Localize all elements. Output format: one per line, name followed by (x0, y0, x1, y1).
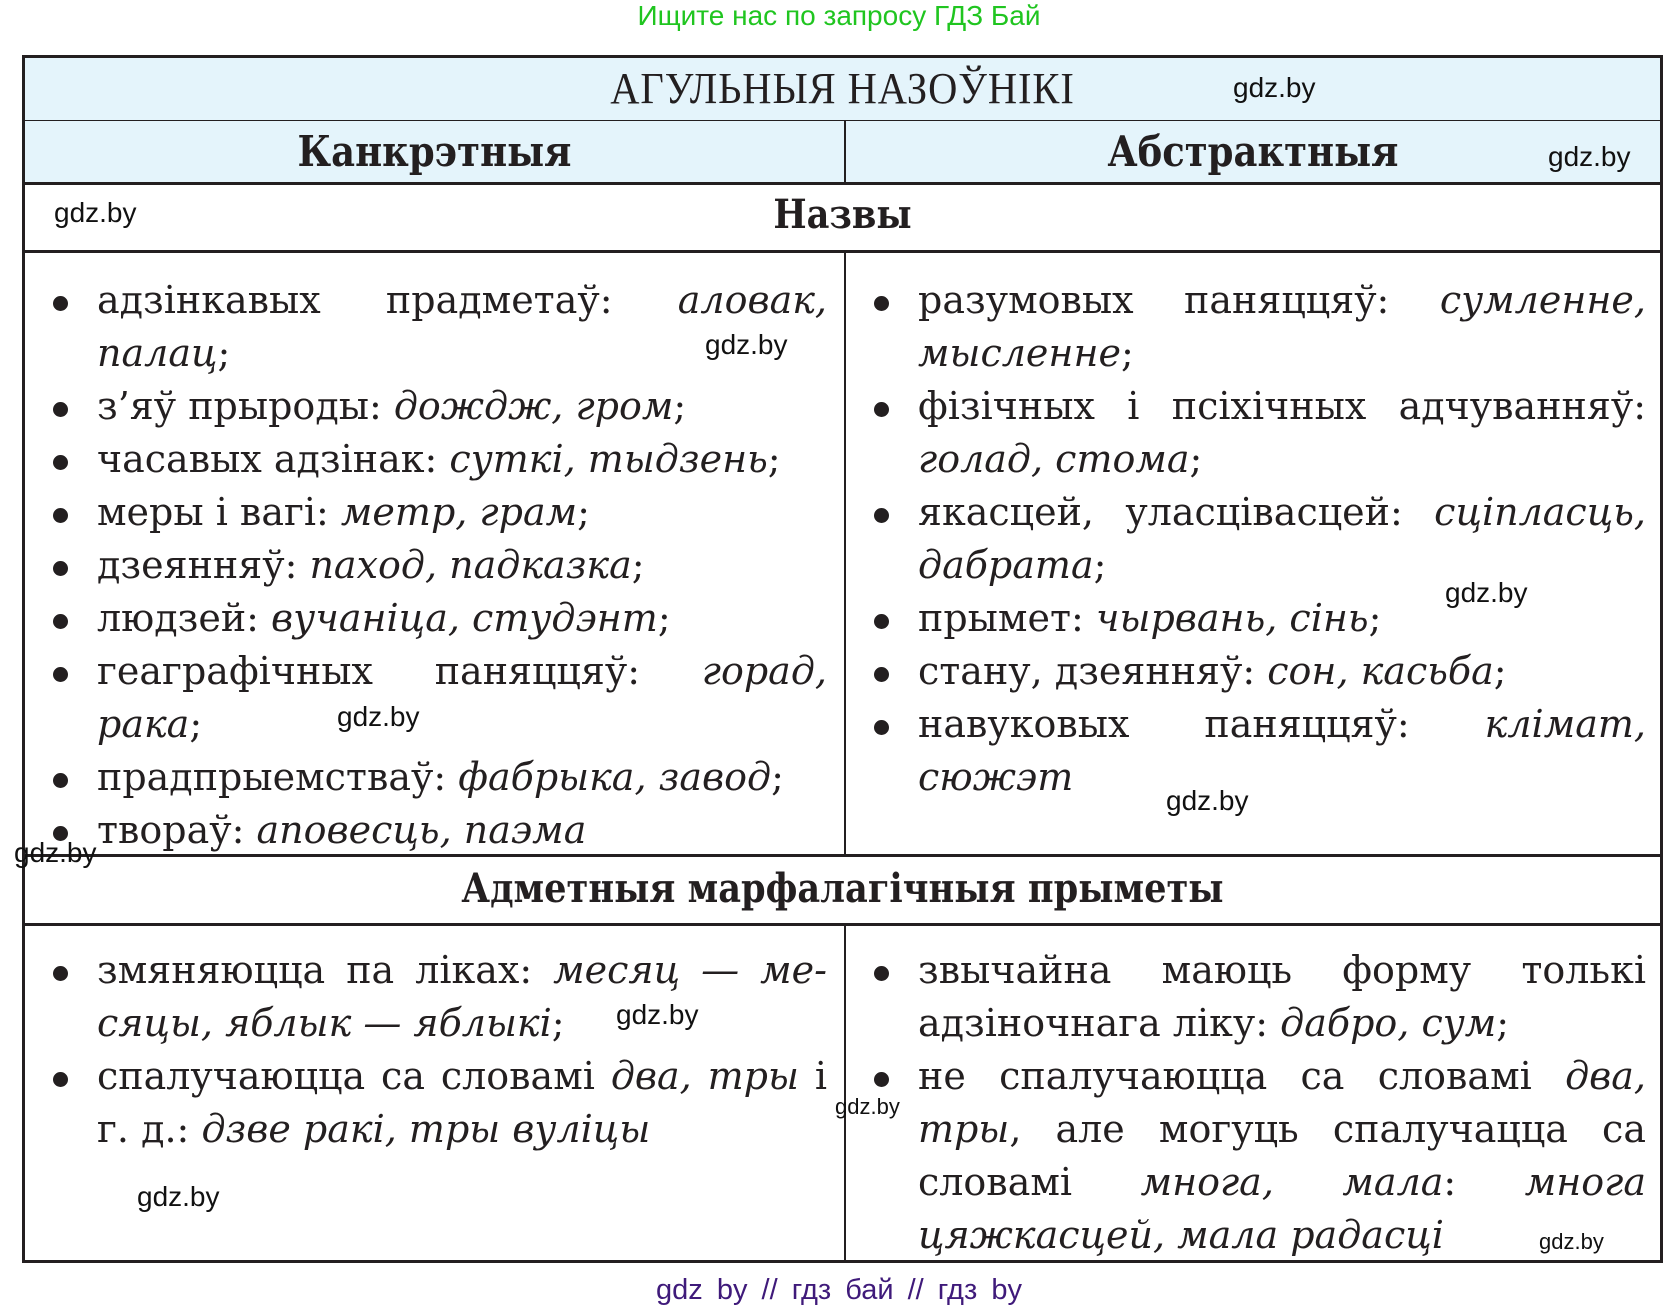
list-item: змяняюцца па ліках: месяц — месяцы, яблык — яблыкі; (25, 944, 827, 1050)
list-item: спалучаюцца са словамі два, тры і г. д.: дзве ракі, тры вуліцы (25, 1050, 827, 1156)
bullet-icon (53, 1072, 68, 1087)
bullet-icon (874, 966, 889, 981)
list-item: меры і вагі: метр, грам; (25, 486, 827, 539)
divider (25, 182, 1660, 185)
watermark: gdz.by (616, 999, 699, 1030)
divider (25, 923, 1660, 926)
bullet-icon (874, 614, 889, 629)
bullet-icon (53, 667, 68, 682)
bullet-icon (53, 455, 68, 470)
list-item: з’яў прыроды: дождж, гром; (25, 380, 827, 433)
bullet-icon (874, 296, 889, 311)
list-item: людзей: вучаніца, студэнт; (25, 592, 827, 645)
bullet-icon (53, 966, 68, 981)
table-title-row (25, 58, 1660, 121)
section-heading-names: Назвы (773, 191, 912, 238)
morphology-concrete-list (25, 944, 827, 1156)
list-item: навуковых паняццяў: клімат, сюжэт (846, 698, 1646, 804)
divider (25, 854, 1660, 857)
watermark: gdz.by (14, 837, 97, 868)
column-header-row (25, 121, 1660, 183)
column-divider (844, 121, 846, 183)
list-item: твораў: аповесць, паэма (25, 804, 827, 857)
list-item: разумовых паняццяў: сумленне, мысленне; (846, 274, 1646, 380)
watermark: gdz.by (1166, 785, 1249, 816)
divider (25, 250, 1660, 253)
watermark: gdz.by (1548, 141, 1631, 172)
watermark: gdz.by (1233, 72, 1316, 103)
list-item: стану, дзеянняў: сон, касьба; (846, 645, 1646, 698)
list-item: не спалучаюцца са словамі два, тры, але могуць спалучацца са словамі многа, мала: многа цяжкасцей, мала радасці (846, 1050, 1646, 1262)
section-heading-morphology: Адметныя марфалагічныя прыметы (461, 865, 1224, 912)
list-item: фізічных і псіхічных адчуванняў: голад, стома; (846, 380, 1646, 486)
watermark: gdz.by (1445, 577, 1528, 608)
watermark: gdz.by (137, 1181, 220, 1212)
nouns-table (22, 55, 1663, 1263)
bullet-icon (874, 1072, 889, 1087)
list-item: дзеянняў: паход, падказка; (25, 539, 827, 592)
column-header-abstract: Абстрактныя (1107, 127, 1399, 176)
watermark: gdz.by (337, 701, 420, 732)
bullet-icon (874, 667, 889, 682)
bullet-icon (53, 561, 68, 576)
bullet-icon (53, 296, 68, 311)
bullet-icon (53, 402, 68, 417)
bullet-icon (874, 508, 889, 523)
bullet-icon (874, 720, 889, 735)
search-banner: Ищите нас по запросу ГДЗ Бай (637, 0, 1041, 31)
table-title: АГУЛЬНЫЯ НАЗОЎНІКІ (610, 64, 1075, 113)
watermark: gdz.by (705, 329, 788, 360)
list-item: адзінкавых прадметаў: аловак, палац; (25, 274, 827, 380)
list-item: геаграфічных паняццяў: горад, рака; (25, 645, 827, 751)
morphology-abstract-list (846, 944, 1646, 1262)
bullet-icon (874, 402, 889, 417)
watermark: gdz.by (1539, 1229, 1604, 1254)
list-item: звычайна маюць форму толькі адзіночнага ліку: дабро, сум; (846, 944, 1646, 1050)
bullet-icon (53, 773, 68, 788)
bullet-icon (53, 614, 68, 629)
list-item: якасцей, уласцівасцей: сціпласць, дабрата; (846, 486, 1646, 592)
list-item: прадпрыемстваў: фабрыка, завод; (25, 751, 827, 804)
footer-links: gdz by // гдз бай // гдз by (656, 1274, 1022, 1306)
list-item: часавых адзінак: суткі, тыдзень; (25, 433, 827, 486)
names-concrete-list (25, 274, 827, 857)
watermark: gdz.by (835, 1094, 900, 1119)
bullet-icon (53, 508, 68, 523)
names-abstract-list (846, 274, 1646, 804)
watermark: gdz.by (54, 197, 137, 228)
column-header-concrete: Канкрэтныя (297, 127, 572, 176)
list-item: прымет: чырвань, сінь; (846, 592, 1646, 645)
